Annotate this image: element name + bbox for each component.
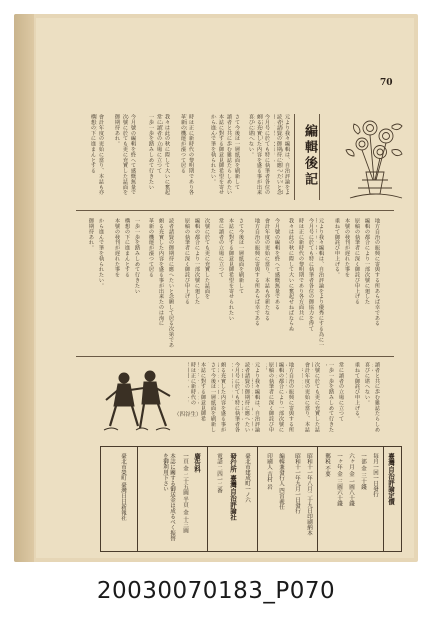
- text-column: 一歩一歩を踏みしめて行きたい: [134, 218, 140, 294]
- text-column: 本誌に對する御意見御希望を寄せられたい: [228, 218, 234, 321]
- editor-publisher: 編輯兼發行人 四宮義任: [278, 453, 284, 510]
- text-column: 編輯の都合により一部次號に廻した: [364, 218, 370, 305]
- text-column: 元より我々編輯は、自治評論: [254, 362, 260, 433]
- section-title: 編輯後記: [302, 124, 317, 188]
- text-column: 一歩一歩を踏みしめて行きたい: [148, 114, 154, 190]
- text-column: 喜びに堪へない。: [364, 362, 370, 406]
- text-column: 時は正に新時代の黎明期であり各: [188, 114, 194, 195]
- text-column: 我々は此の秋に際して大いに奮起: [164, 114, 170, 195]
- text-column: 元より我々編輯は、自治評論をよ: [284, 114, 290, 195]
- colophon-divider: [317, 447, 318, 551]
- sales-agent: 臺北市榮町 臺灣日日新報社: [120, 453, 126, 521]
- remittance-note: 本誌に關する御送金は成るべく振替を御利用下さい: [162, 453, 175, 541]
- colophon-divider: [207, 447, 208, 551]
- text-column: 編輯の都合により一部次號に廻した: [194, 218, 200, 305]
- text-column: 常に讀者の立場に立つて: [218, 218, 224, 278]
- text-column: 喜びに堪へない。: [248, 114, 254, 158]
- text-column: 次號に於ても更に充實した誌面を: [204, 218, 210, 299]
- printer-name: 印刷人 吉村 岩: [266, 453, 272, 490]
- publisher-name: 發行所 臺灣自治評論社: [229, 453, 237, 521]
- page-binding: [14, 14, 34, 562]
- text-column: 今月號の編輯を終へて感慨無量で: [130, 114, 136, 195]
- figures-sketch-illustration: [96, 366, 182, 436]
- text-column: 我々は此の秋に際して大いに奮起せねばならぬ: [288, 218, 294, 332]
- page-surface: [36, 18, 414, 558]
- text-column: 次號に於ても更に充實した誌面を: [122, 114, 128, 195]
- publisher-address: 臺北市建成町一ノ六: [244, 453, 250, 503]
- price-table-title: 臺灣自治評論定價: [387, 453, 395, 505]
- colophon-box: [100, 446, 402, 552]
- text-column: から進んで筆を執られたい。: [98, 218, 104, 289]
- flower-bouquet-illustration: [340, 110, 412, 210]
- text-column: 今月号に於ても特に執筆者各: [234, 362, 240, 433]
- text-column: 時は正に新時代の黎明期であり各方面共に: [298, 218, 304, 321]
- text-column: 革新の機運が漲つて居る: [180, 114, 186, 174]
- page-number: 70: [380, 78, 393, 88]
- text-column: 一歩一歩を踏みしめて行きた: [328, 362, 334, 433]
- text-column: 原稿の執筆者に深く御詫び申: [268, 362, 274, 433]
- text-column: 御期待あれ。: [88, 218, 94, 251]
- text-column: 今月号に於ても特に執筆者各位の: [264, 114, 270, 195]
- text-column: 編輯の都合により一部次號に: [278, 362, 284, 433]
- scanned-page: [14, 14, 418, 562]
- colophon-divider: [257, 447, 258, 551]
- text-column: 頗る充實した内容を盛る事が出来たのは洵に: [158, 218, 164, 326]
- text-column: 頗る充實した内容を盛る事が: [220, 362, 226, 433]
- published-date: 昭和十一年九月一日發行: [294, 453, 300, 514]
- text-column: 讀者と共に歩む雑誌たらしめたい: [226, 114, 232, 195]
- text-column: 構想の下に進まんとする: [124, 218, 130, 278]
- text-column: 構想の下に進まんとする: [90, 114, 96, 174]
- text-column: 今月號の編輯を終へて感慨無量である: [274, 218, 280, 310]
- text-column: 重ねて御詫び申上げる。: [334, 218, 340, 278]
- text-column: から進んで筆を執られたい。: [210, 114, 216, 185]
- ad-rate-title: 廣告料: [193, 453, 201, 473]
- text-column: 會計年度の更始に當り、本誌も亦新たなる: [264, 218, 270, 321]
- text-column: 本號の發刊が遅れた事を: [344, 218, 350, 278]
- ad-rate: 一頁 金 二十五圓 半頁 金 十三圓: [182, 453, 188, 534]
- colophon-divider: [137, 447, 138, 551]
- text-column: 會計年度の更始に當り、本誌: [304, 362, 310, 433]
- text-column: 読者諸賢の御期待に應へたい: [244, 362, 250, 433]
- text-column: 會計年度の更始に當り、本誌も亦: [98, 114, 104, 195]
- text-column: 元より我々編輯は、自治評論をより優秀にする為に一: [318, 218, 324, 348]
- text-column: 本號の發刊が遅れた事を: [114, 218, 120, 278]
- text-column: 地方自治の振興に寄與する所あらば幸である: [254, 218, 260, 326]
- text-column: 御期待あれ。: [114, 114, 120, 147]
- text-column: 原稿の執筆者に深く御詫び申上げる: [184, 218, 190, 305]
- postage-note: 郵税 不要: [324, 453, 330, 477]
- text-column: 読者諸賢の御期待に應へたいと念: [276, 114, 282, 195]
- text-column: 革新の機運が漲つて居る: [148, 218, 154, 278]
- author-signature: （四谷生）: [174, 412, 202, 418]
- text-column: 原稿の執筆者に深く御詫び申上げる: [354, 218, 360, 305]
- text-column: 地方自治の振興に寄與する所あらば幸である: [374, 218, 380, 326]
- text-column: 時は正に新時代の: [190, 362, 196, 406]
- text-column: 本誌に對する御意見御希望を寄せ: [218, 114, 224, 195]
- image-caption: 20030070183_P070: [96, 578, 336, 604]
- text-column: さて今後は一層紙面を刷新し: [210, 362, 216, 433]
- text-column: 今月号に於ても特に執筆者各位の御協力を得て: [308, 218, 314, 332]
- divider-line: [76, 356, 394, 357]
- text-column: さて今後は一層紙面を刷新して: [238, 218, 244, 294]
- text-column: 讀者と共に歩む雑誌たらしめ: [374, 362, 380, 433]
- text-column: 常に讀者の立場に立つて: [338, 362, 344, 422]
- text-column: 読者諸賢の御期待に應へたいと念願して居る次第であ: [168, 218, 174, 348]
- text-column: 本誌に對する御意見御希: [200, 362, 206, 422]
- text-column: 頗る充實した内容を盛る事が出来: [256, 114, 262, 195]
- text-column: 常に讀者の立場に立つて: [156, 114, 162, 174]
- colophon-divider: [383, 447, 384, 551]
- printed-date: 昭和十一年八月二十九日印刷納本: [306, 453, 312, 536]
- text-column: 地方自治の振興に寄與する所: [288, 362, 294, 433]
- text-column: さて今後は一層紙面を刷新して: [234, 114, 240, 190]
- price-six-months: 六ヶ月 金 一圓八十錢: [348, 453, 354, 506]
- text-column: 次號に於ても更に充實した誌: [314, 362, 320, 433]
- issue-frequency: 毎月一回一日發行: [372, 453, 378, 497]
- text-column: 重ねて御詫び申上げる。: [354, 362, 360, 422]
- publisher-phone: 電話 二四一二番: [216, 453, 222, 494]
- divider-line: [76, 210, 394, 211]
- price-one-year: 一ヶ年 金 三圓六十錢: [336, 453, 342, 506]
- price-single: 一部 金 三十錢: [360, 453, 366, 490]
